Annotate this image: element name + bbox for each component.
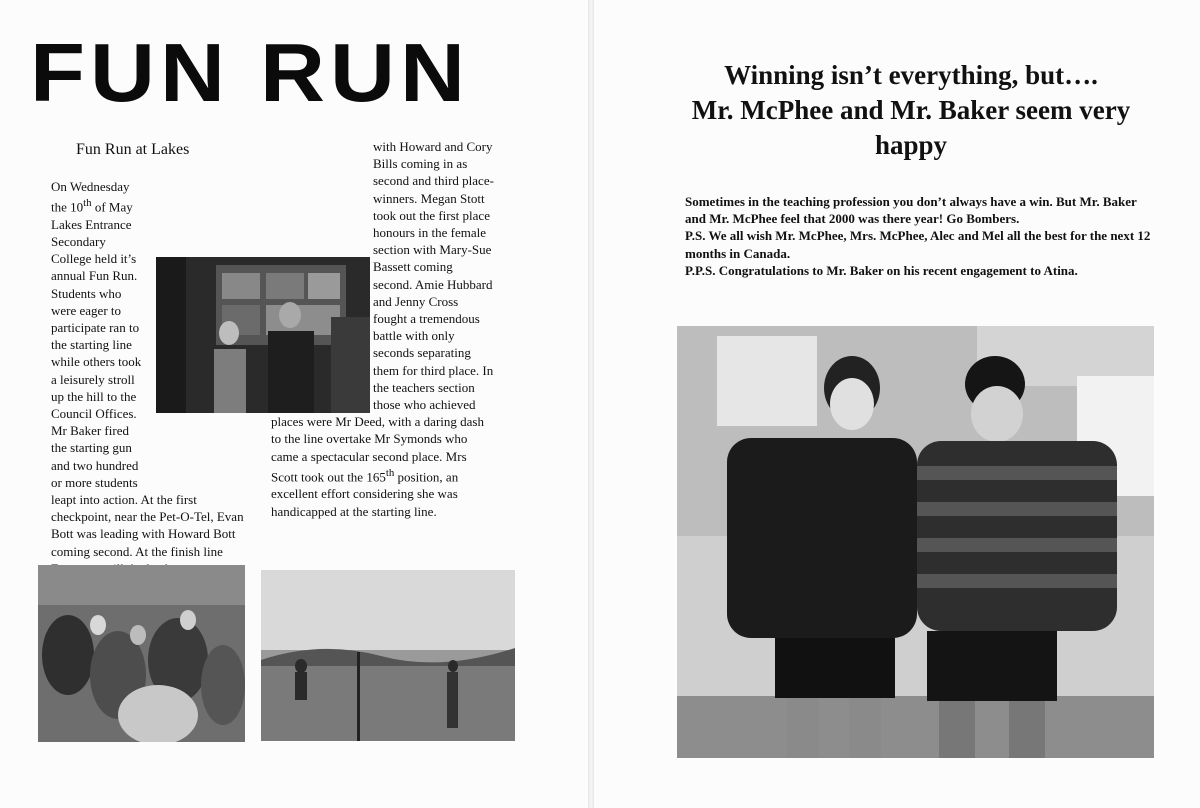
heading-line-1: Winning isn’t everything, but…. (724, 60, 1098, 90)
right-page-body (685, 193, 1155, 279)
photo-runner-field (261, 570, 515, 741)
article-text-1: On Wednesday the 10th of May Lakes Entrance Secondary College held it’s annual Fun Run. Students who were eager to participate ran to the starting line while others took a leisurely stroll up the hill to the Council Offices. Mr Baker fired the starting gun and two hundred or more students leapt into action. At the first checkpoint, near the Pet-O-Tel, Evan Bott was leading with Howard Bott coming second. At the finish line (51, 179, 244, 559)
photo-teachers (677, 326, 1154, 758)
photo-students-shop (156, 257, 370, 413)
left-page (0, 0, 588, 808)
heading-line-2: Mr. McPhee and Mr. Baker seem very happy (691, 95, 1131, 160)
fun-run-title: FUN RUN (30, 27, 470, 120)
paragraph-main: Sometimes in the teaching profession you don’t always have a win. But Mr. Baker and Mr. McPhee feel that 2000 was there year! Go Bombers. (685, 194, 1137, 227)
paragraph-pps: P.P.S. Congratulations to Mr. Baker on his recent engagement to Atina. (685, 262, 1078, 278)
article-text-2: with Howard and Cory Bills coming in as second and third place-winners. Megan Stott took out the first place honours in the female section with Mary-Sue Bassett coming second. Amie Hubbard and Jenny Cross fought a tremendous battle with only seconds separating them for third place. In the teachers section those who achieved places were Mr Deed, with a daring dash to the line overtake Mr Symonds who came a spectacular second place. Mrs Scott took out the 165th position, an excellent effort considering she was handicapped at the starting line. (271, 139, 494, 519)
photo-runners-crowd (38, 565, 245, 742)
right-page-heading (680, 58, 1142, 163)
article-heading: Fun Run at Lakes (76, 141, 190, 158)
paragraph-ps: P.S. We all wish Mr. McPhee, Mrs. McPhee, Alec and Mel all the best for the next 12 months in Canada. (685, 228, 1151, 261)
